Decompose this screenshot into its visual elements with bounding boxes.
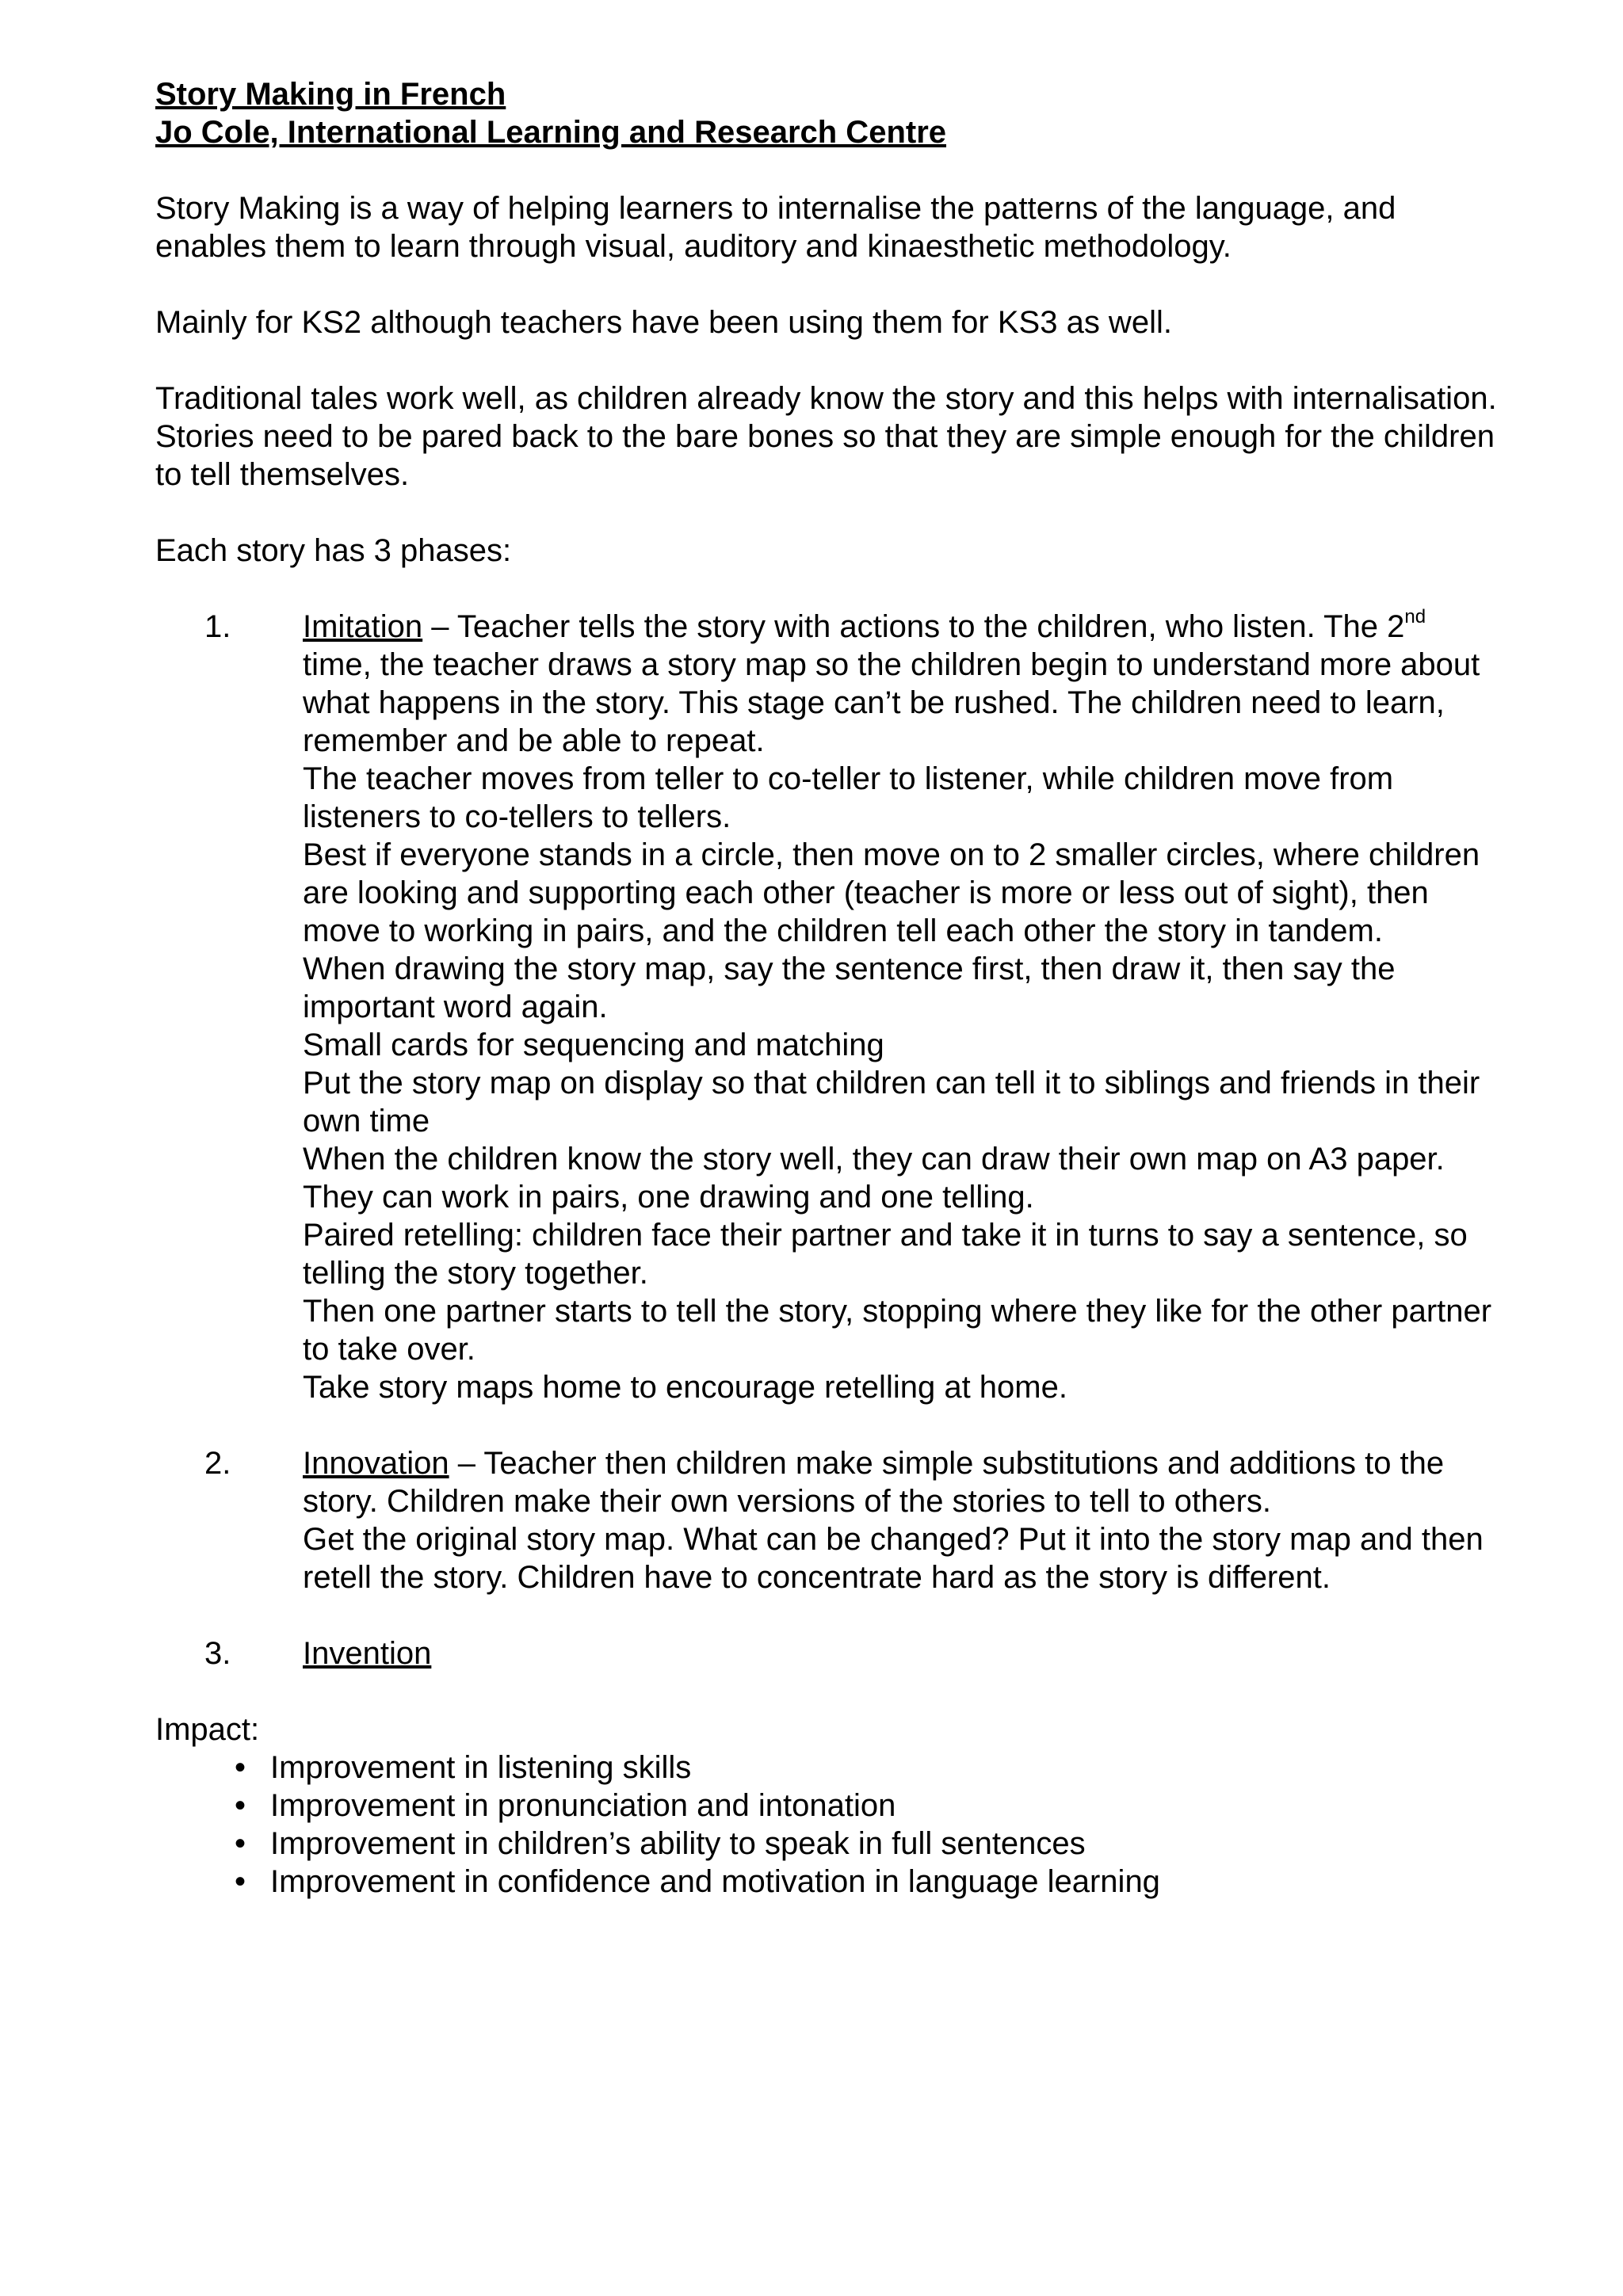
phase-paragraph: When drawing the story map, say the sentence first, then draw it, then say the important word again. [303, 952, 1396, 1024]
phase-paragraph: Then one partner starts to tell the story, stopping where they like for the other partner to take over. [303, 1294, 1492, 1367]
phase-paragraph: Small cards for sequencing and matching [303, 1028, 884, 1062]
phase-name: Imitation [303, 609, 423, 644]
list-item [155, 1863, 1503, 1901]
list-item-text: Improvement in confidence and motivation in language learning [270, 1864, 1160, 1899]
phase-paragraph: The teacher moves from teller to co-teller to listener, while children move from listeners to co-tellers to tellers. [303, 761, 1394, 834]
phase-first-paragraph [303, 1444, 1503, 1520]
phase-item-imitation [155, 605, 1503, 1406]
stories-paragraph: Stories need to be pared back to the bare bones so that they are simple enough for the children to tell themselves. [155, 419, 1495, 492]
phase-item-invention [155, 1634, 1503, 1672]
phase-body [303, 605, 1503, 1406]
list-item [155, 1749, 1503, 1787]
list-item-text: Improvement in listening skills [270, 1750, 692, 1785]
phase-paragraph: Best if everyone stands in a circle, then move on to 2 smaller circles, where children are looking and supporting each other (teacher is more or less out of sight), then move to working in pairs, and the children tell each other the story in tandem. [303, 837, 1480, 948]
phase-paragraph: When the children know the story well, they can draw their own map on A3 paper. They can work in pairs, one drawing and one telling. [303, 1142, 1445, 1215]
phase-text: – Teacher then children make simple substitutions and additions to the story. Children make their own versions of the stories to tell to others. [303, 1446, 1445, 1519]
phase-item-innovation [155, 1444, 1503, 1596]
phase-body [303, 1634, 1503, 1672]
phase-first-paragraph [303, 1634, 1503, 1672]
phases-intro: Each story has 3 phases: [155, 533, 512, 568]
bullet-icon: • [235, 1750, 246, 1785]
list-item [155, 1787, 1503, 1825]
phase-paragraph: Take story maps home to encourage retelling at home. [303, 1370, 1067, 1405]
phase-text: time, the teacher draws a story map so the children begin to understand more about what happens in the story. This stage can’t be rushed. The children need to learn, remember and be able to repeat. [303, 647, 1480, 758]
impact-list [155, 1749, 1503, 1901]
list-item-text: Improvement in pronunciation and intonation [270, 1788, 896, 1823]
list-item-text: Improvement in children’s ability to speak in full sentences [270, 1826, 1086, 1861]
phase-body [303, 1444, 1503, 1596]
phase-first-paragraph [303, 605, 1503, 760]
bullet-icon: • [235, 1788, 246, 1823]
phase-number: 2. [204, 1446, 231, 1481]
impact-heading: Impact: [155, 1712, 260, 1747]
phase-paragraph: Put the story map on display so that children can tell it to siblings and friends in their own time [303, 1066, 1480, 1138]
phase-name: Innovation [303, 1446, 449, 1481]
phase-number: 3. [204, 1636, 231, 1671]
bullet-icon: • [235, 1864, 246, 1899]
phase-name: Invention [303, 1636, 432, 1671]
document-author-line: Jo Cole, International Learning and Research Centre [155, 115, 947, 150]
superscript-ordinal: nd [1404, 605, 1426, 627]
phase-number: 1. [204, 609, 231, 644]
traditional-tales-paragraph: Traditional tales work well, as children already know the story and this helps with internalisation. [155, 381, 1497, 416]
document-content [155, 75, 1503, 1901]
intro-paragraph: Story Making is a way of helping learners to internalise the patterns of the language, and enables them to learn through visual, auditory and kinaesthetic methodology. [155, 191, 1396, 264]
phase-text: – Teacher tells the story with actions to the children, who listen. The 2 [422, 609, 1405, 644]
list-item [155, 1825, 1503, 1863]
bullet-icon: • [235, 1826, 246, 1861]
phase-paragraph: Paired retelling: children face their partner and take it in turns to say a sentence, so telling the story together. [303, 1218, 1468, 1291]
phase-paragraph: Get the original story map. What can be changed? Put it into the story map and then retell the story. Children have to concentrate hard as the story is different. [303, 1522, 1484, 1595]
document-title: Story Making in French [155, 77, 506, 112]
audience-paragraph: Mainly for KS2 although teachers have been using them for KS3 as well. [155, 305, 1172, 340]
